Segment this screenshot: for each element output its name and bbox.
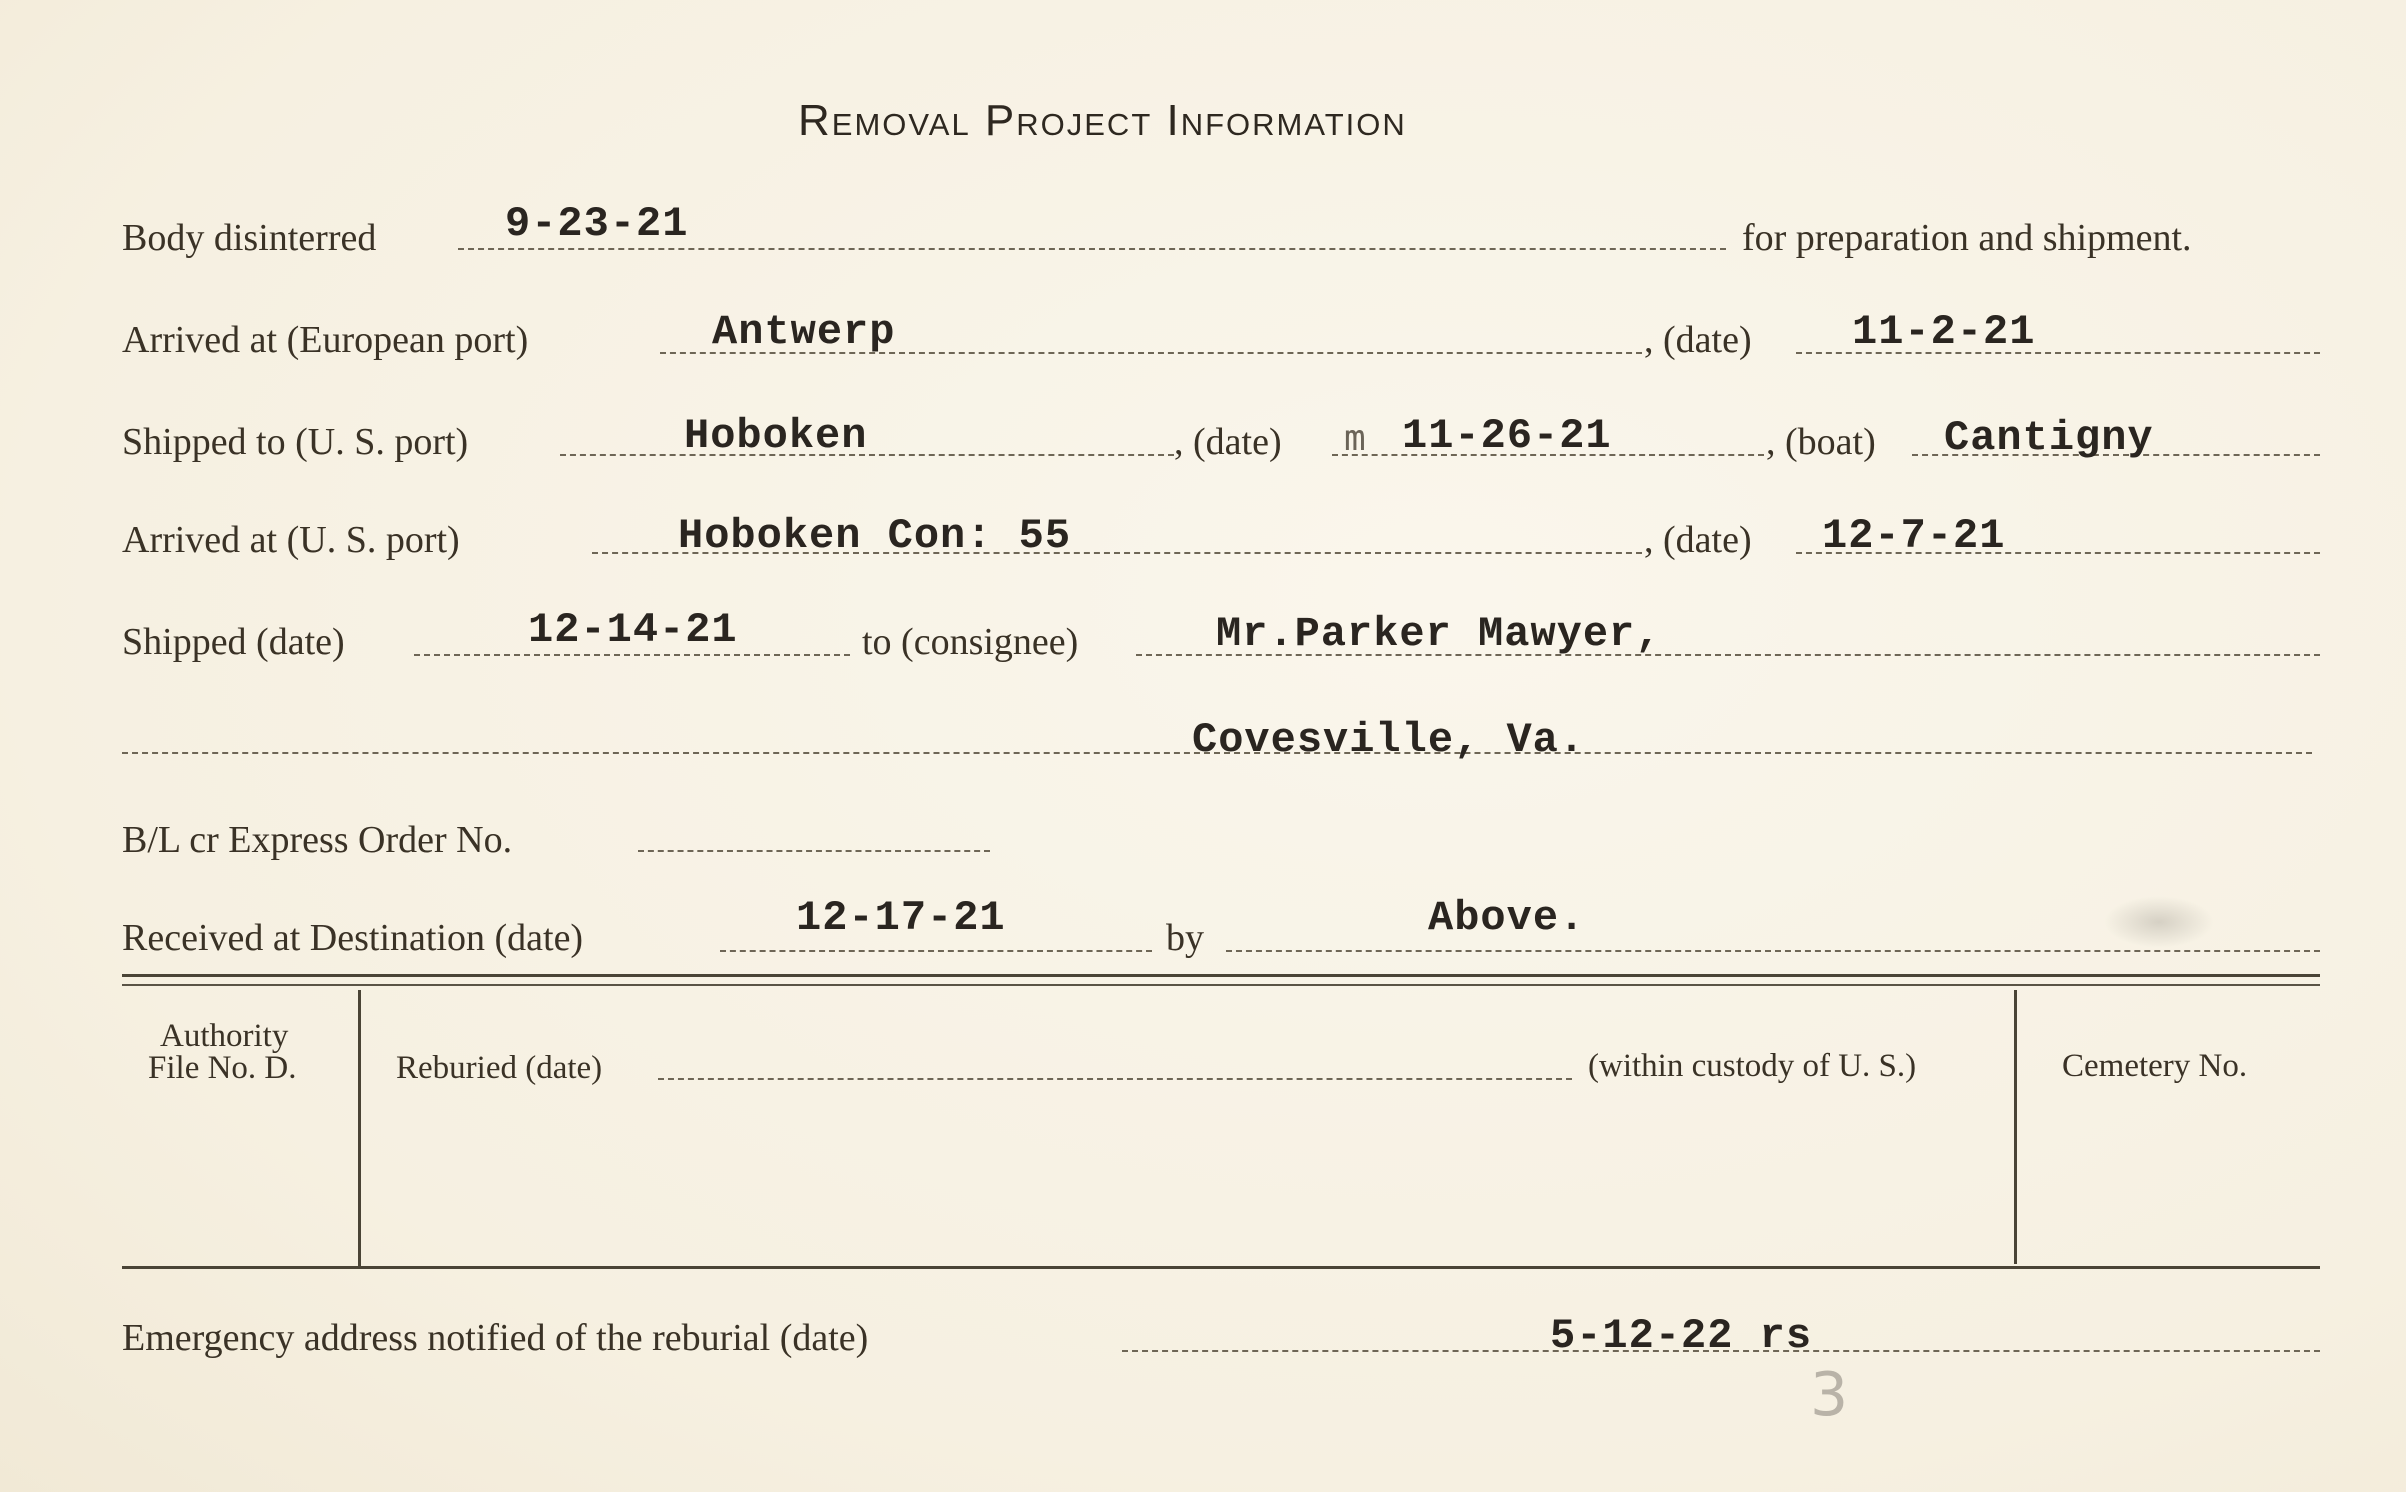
- received-by-label: by: [1166, 917, 1204, 959]
- custody-label: (within custody of U. S.): [1588, 1048, 1917, 1084]
- arrived-european-label: Arrived at (European port): [122, 319, 529, 361]
- bl-express-line: [638, 850, 990, 852]
- consignee-name: Mr.Parker Mawyer,: [1216, 610, 1662, 658]
- reburied-label: Reburied (date): [396, 1050, 603, 1086]
- shipped-us-date: 11-26-21: [1402, 412, 1612, 460]
- shipped-us-port: Hoboken: [684, 412, 868, 460]
- arrived-us-date-label: , (date): [1644, 519, 1752, 561]
- emergency-label: Emergency address notified of the reburial (date): [122, 1317, 869, 1359]
- consignee-label: to (consignee): [862, 621, 1079, 663]
- arrived-us-date: 12-7-21: [1822, 512, 2006, 560]
- emergency-date: 5-12-22 rs: [1550, 1312, 1813, 1360]
- body-disinterred-line: [458, 248, 1726, 250]
- reburied-line: [658, 1078, 1572, 1080]
- box-top-rule-inner: [122, 984, 2320, 986]
- shipped-date-label: Shipped (date): [122, 621, 345, 663]
- shipped-us-boat: Cantigny: [1944, 414, 2154, 462]
- box-bottom-rule: [122, 1266, 2320, 1269]
- received-label: Received at Destination (date): [122, 917, 584, 959]
- box-divider-left: [358, 990, 361, 1266]
- shipped-date-value: 12-14-21: [528, 606, 738, 654]
- arrived-european-port: Antwerp: [712, 308, 896, 356]
- consignee-address: Covesville, Va.: [1192, 716, 1586, 764]
- shipped-us-date-mark: m: [1344, 418, 1366, 459]
- body-disinterred-suffix: for preparation and shipment.: [1742, 217, 2192, 259]
- box-divider-right: [2014, 990, 2017, 1264]
- body-disinterred-value: 9-23-21: [505, 200, 689, 248]
- ink-smudge: [2104, 896, 2214, 948]
- body-disinterred-label: Body disinterred: [122, 217, 377, 259]
- shipped-us-date-label: , (date): [1174, 421, 1282, 463]
- arrived-us-label: Arrived at (U. S. port): [122, 519, 460, 561]
- received-date-line: [720, 950, 1152, 952]
- received-by-line: [1226, 950, 2320, 952]
- shipped-us-label: Shipped to (U. S. port): [122, 421, 469, 463]
- cemetery-label: Cemetery No.: [2062, 1048, 2248, 1084]
- received-by: Above.: [1428, 894, 1586, 942]
- pencil-mark: 3: [1810, 1360, 1849, 1430]
- shipped-date-line: [414, 654, 850, 656]
- received-date: 12-17-21: [796, 894, 1006, 942]
- page-title: Removal Project Information: [798, 96, 1407, 145]
- box-top-rule: [122, 974, 2320, 977]
- bl-express-label: B/L cr Express Order No.: [122, 819, 513, 861]
- arrived-european-date-label: , (date): [1644, 319, 1752, 361]
- file-no-label: File No. D.: [148, 1050, 297, 1086]
- arrived-us-port: Hoboken Con: 55: [678, 512, 1072, 560]
- shipped-us-boat-label: , (boat): [1766, 421, 1876, 463]
- arrived-european-date: 11-2-21: [1852, 308, 2036, 356]
- authority-label: Authority: [160, 1018, 289, 1054]
